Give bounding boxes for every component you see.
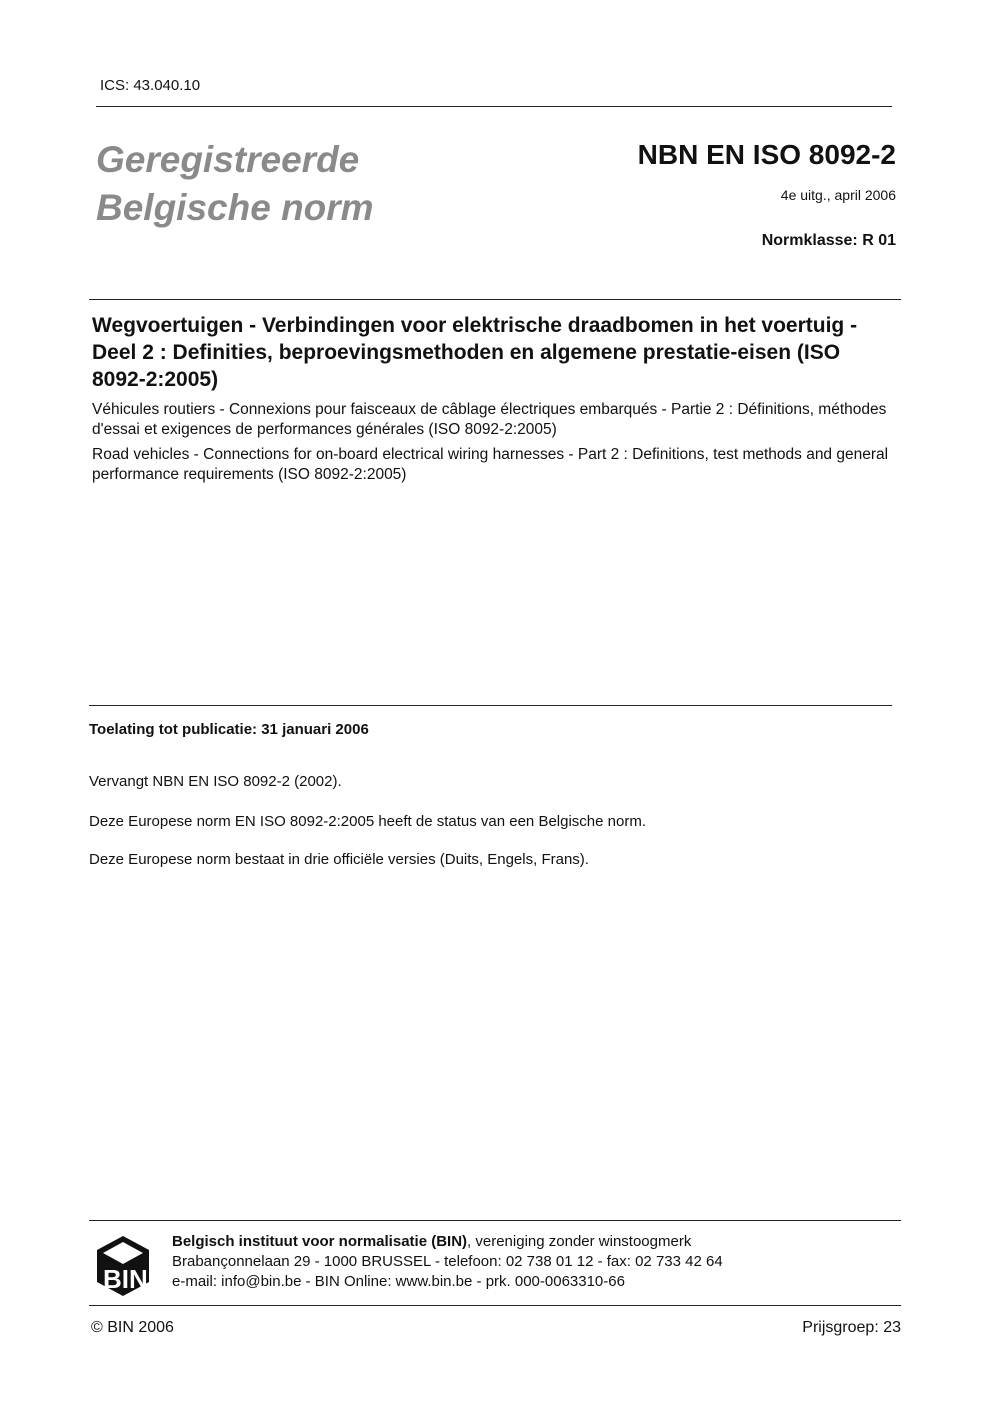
publication-approval: Toelating tot publicatie: 31 januari 2006: [89, 721, 369, 738]
norm-class: Normklasse: R 01: [761, 232, 896, 249]
institute-suffix: , vereniging zonder winstoogmerk: [467, 1233, 692, 1250]
price-group: Prijsgroep: 23: [802, 1319, 901, 1336]
institute-contact: e-mail: info@bin.be - BIN Online: www.bin.be - prk. 000-0063310-66: [172, 1273, 625, 1290]
institute-info: [172, 1232, 723, 1292]
versions-note: Deze Europese norm bestaat in drie officiële versies (Duits, Engels, Frans).: [89, 851, 589, 868]
institute-address: Brabançonnelaan 29 - 1000 BRUSSEL - telefoon: 02 738 01 12 - fax: 02 733 42 64: [172, 1253, 723, 1270]
logo-lettering: BIN: [103, 1264, 148, 1294]
norm-identifier: NBN EN ISO 8092-2: [637, 139, 896, 170]
copyright: © BIN 2006: [91, 1319, 174, 1336]
title-dutch: Wegvoertuigen - Verbindingen voor elektrische draadbomen in het voertuig - Deel 2 : Definities, beproevingsmethoden en algemene prestatie-eisen (ISO 8092-2:2005): [92, 314, 858, 391]
bin-logo-icon: [97, 1236, 149, 1296]
bottom-divider: [89, 1305, 901, 1306]
edition-info: 4e uitg., april 2006: [780, 187, 896, 203]
title-english: Road vehicles - Connections for on-board electrical wiring harnesses - Part 2 : Definitions, test methods and general performance requirements (ISO 8092-2:2005): [92, 446, 889, 483]
top-divider: [96, 106, 892, 107]
replaces-note: Vervangt NBN EN ISO 8092-2 (2002).: [89, 773, 342, 790]
body-divider: [89, 705, 892, 706]
title-divider: [89, 299, 901, 300]
ics-code: ICS: 43.040.10: [100, 77, 201, 94]
title-french: Véhicules routiers - Connexions pour faisceaux de câblage électriques embarqués - Partie 2 : Définitions, méthodes d'essai et exigences de performances générales (ISO 8092-2:2005): [92, 401, 887, 438]
registered-norm-heading: [96, 136, 374, 232]
institute-name: Belgisch instituut voor normalisatie (BIN): [172, 1233, 468, 1250]
registered-line-1: Geregistreerde: [96, 139, 360, 180]
status-note: Deze Europese norm EN ISO 8092-2:2005 heeft de status van een Belgische norm.: [89, 813, 646, 830]
registered-line-2: Belgische norm: [96, 187, 374, 228]
footer-divider: [89, 1220, 901, 1221]
